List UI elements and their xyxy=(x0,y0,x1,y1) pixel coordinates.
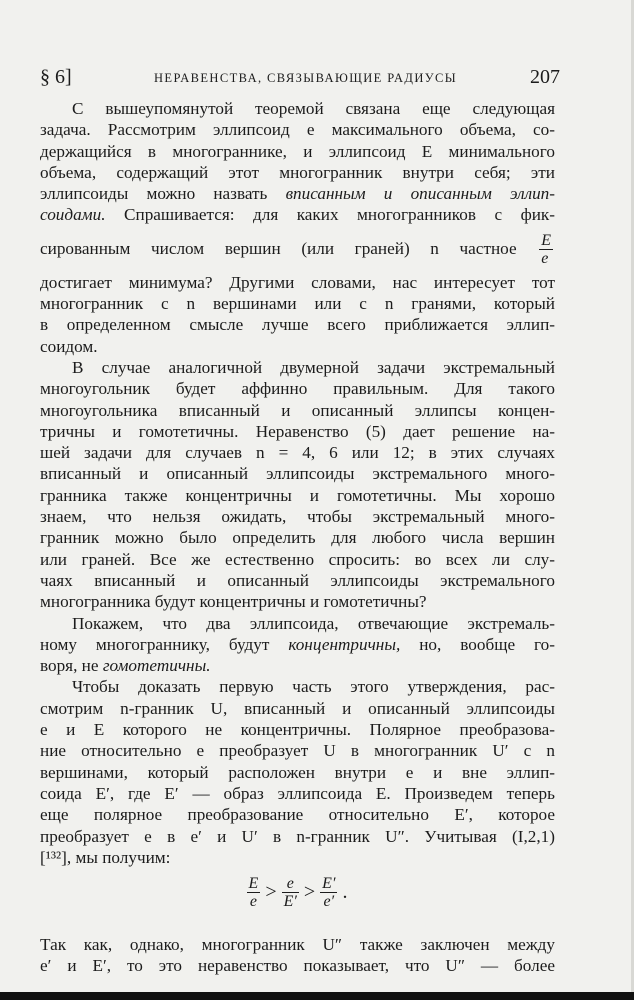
text-line: достигает минимума? Другими словами, нас интересует тот xyxy=(40,272,555,292)
text-line: многогранник с n вершинами или с n гранями, который xyxy=(40,294,555,314)
text-line: еще полярное преобразование относительно E′, которое xyxy=(40,805,555,825)
emphasis-text: концентричны, xyxy=(288,634,401,654)
text-line: шей задачи для случаев n = 4, 6 или 12; в этих случаях xyxy=(40,443,555,463)
text-line: или граней. Все же естественно спросить: во всех ли слу- xyxy=(40,549,555,569)
text-line: e и E которого не концентричны. Полярное преобразова- xyxy=(40,720,555,740)
text-line: Чтобы доказать первую часть этого утверждения, рас- xyxy=(72,677,555,697)
text-line: Так как, однако, многогранник U″ также заключен между xyxy=(40,935,555,955)
section-number: § 6] xyxy=(40,66,72,88)
text-line xyxy=(40,226,555,272)
text-segment: воря, не xyxy=(40,656,103,676)
text-line: чаях вписанный и описанный эллипсоиды экстремального xyxy=(40,570,555,590)
fraction xyxy=(539,233,553,267)
text-line: гранника также концентричны и гомотетичны. Мы хорошо xyxy=(40,485,555,505)
text-line: многоугольник будет аффинно правильным. Для такого xyxy=(40,379,555,399)
text-line: тричны и гомотетичны. Неравенство (5) дает решение на- xyxy=(40,421,555,441)
fraction-numerator: e xyxy=(286,875,294,893)
text-line: ние относительно e преобразует U в многогранник U′ с n xyxy=(40,741,555,761)
emphasis-text: гомотетичны. xyxy=(102,656,211,676)
scan-border xyxy=(0,992,634,1000)
text-segment: сированным числом вершин (или граней) n частное xyxy=(40,238,517,258)
text-line: вписанный и описанный эллипсоиды экстремального много- xyxy=(40,464,555,484)
text-line: смотрим n-гранник U, вписанный и описанный эллипсоиды xyxy=(40,698,555,718)
text-line: многогранника будут концентричны и гомотетичны? xyxy=(40,592,427,612)
text-line: объема, содержащий этот многогранник внутри себя; эти xyxy=(40,162,555,182)
text-line: знаем, что нельзя ожидать, чтобы экстремальный много- xyxy=(40,507,555,527)
text-line: соида E′, где E′ — образ эллипсоида E. Произведем теперь xyxy=(40,783,555,803)
fraction xyxy=(247,876,261,910)
running-header xyxy=(40,66,560,90)
text-line: в определенном смысле лучше всего приближается эллип- xyxy=(40,315,555,335)
greater-than-sign: > xyxy=(265,881,277,904)
fraction-numerator: E′ xyxy=(322,875,336,893)
text-line: соидом. xyxy=(40,336,98,356)
text-line xyxy=(40,204,555,225)
text-line: В случае аналогичной двумерной задачи экстремальный xyxy=(72,357,555,377)
text-line: С вышеупомянутой теоремой связана еще следующая xyxy=(72,99,555,118)
fraction-denominator: e xyxy=(539,249,553,267)
page-body xyxy=(40,98,555,977)
text-line: [¹³²], мы получим: xyxy=(40,847,171,867)
page-number: 207 xyxy=(530,66,560,88)
emphasis-text: соидами. xyxy=(40,205,106,225)
fraction xyxy=(282,876,299,910)
text-line xyxy=(40,655,555,676)
text-segment: но, вообще го- xyxy=(400,634,555,654)
text-line: e′ и E′, то это неравенство показывает, что U″ — более xyxy=(40,956,555,976)
fraction-denominator: e′ xyxy=(320,892,337,910)
text-line: гранник можно было определить для любого числа вершин xyxy=(40,528,555,548)
text-line: вершинами, который расположен внутри e и вне эллип- xyxy=(40,762,555,782)
emphasis-text: вписанным и описанным эллип- xyxy=(285,184,555,204)
text-segment: эллипсоиды можно назвать xyxy=(40,184,286,204)
text-line xyxy=(40,634,555,655)
text-line: держащийся в многограннике, и эллипсоид E минимального xyxy=(40,141,555,161)
fraction-numerator: E xyxy=(541,231,552,249)
text-line xyxy=(40,183,555,204)
text-segment: ному многограннику, будут xyxy=(40,634,289,654)
text-segment: Спрашивается: для каких многогранников с фик- xyxy=(105,205,555,225)
text-line: многоугольника вписанный и описанный эллипсы концен- xyxy=(40,400,555,420)
fraction xyxy=(320,876,337,910)
inequality xyxy=(40,876,555,910)
fraction-denominator: E′ xyxy=(283,893,297,911)
display-formula xyxy=(40,868,555,934)
text-line: преобразует e в e′ и U′ в n-гранник U″. Учитывая (I,2,1) xyxy=(40,826,555,846)
greater-than-sign: > xyxy=(303,881,316,904)
fraction-numerator: E xyxy=(248,875,259,893)
period: . xyxy=(342,881,348,904)
fraction-denominator: e xyxy=(247,892,261,910)
text-line: задача. Рассмотрим эллипсоид e максимального объема, со- xyxy=(40,120,555,140)
text-line: Покажем, что два эллипсоида, отвечающие экстремаль- xyxy=(72,613,555,633)
chapter-title: НЕРАВЕНСТВА, СВЯЗЫВАЮЩИЕ РАДИУСЫ xyxy=(154,71,458,85)
